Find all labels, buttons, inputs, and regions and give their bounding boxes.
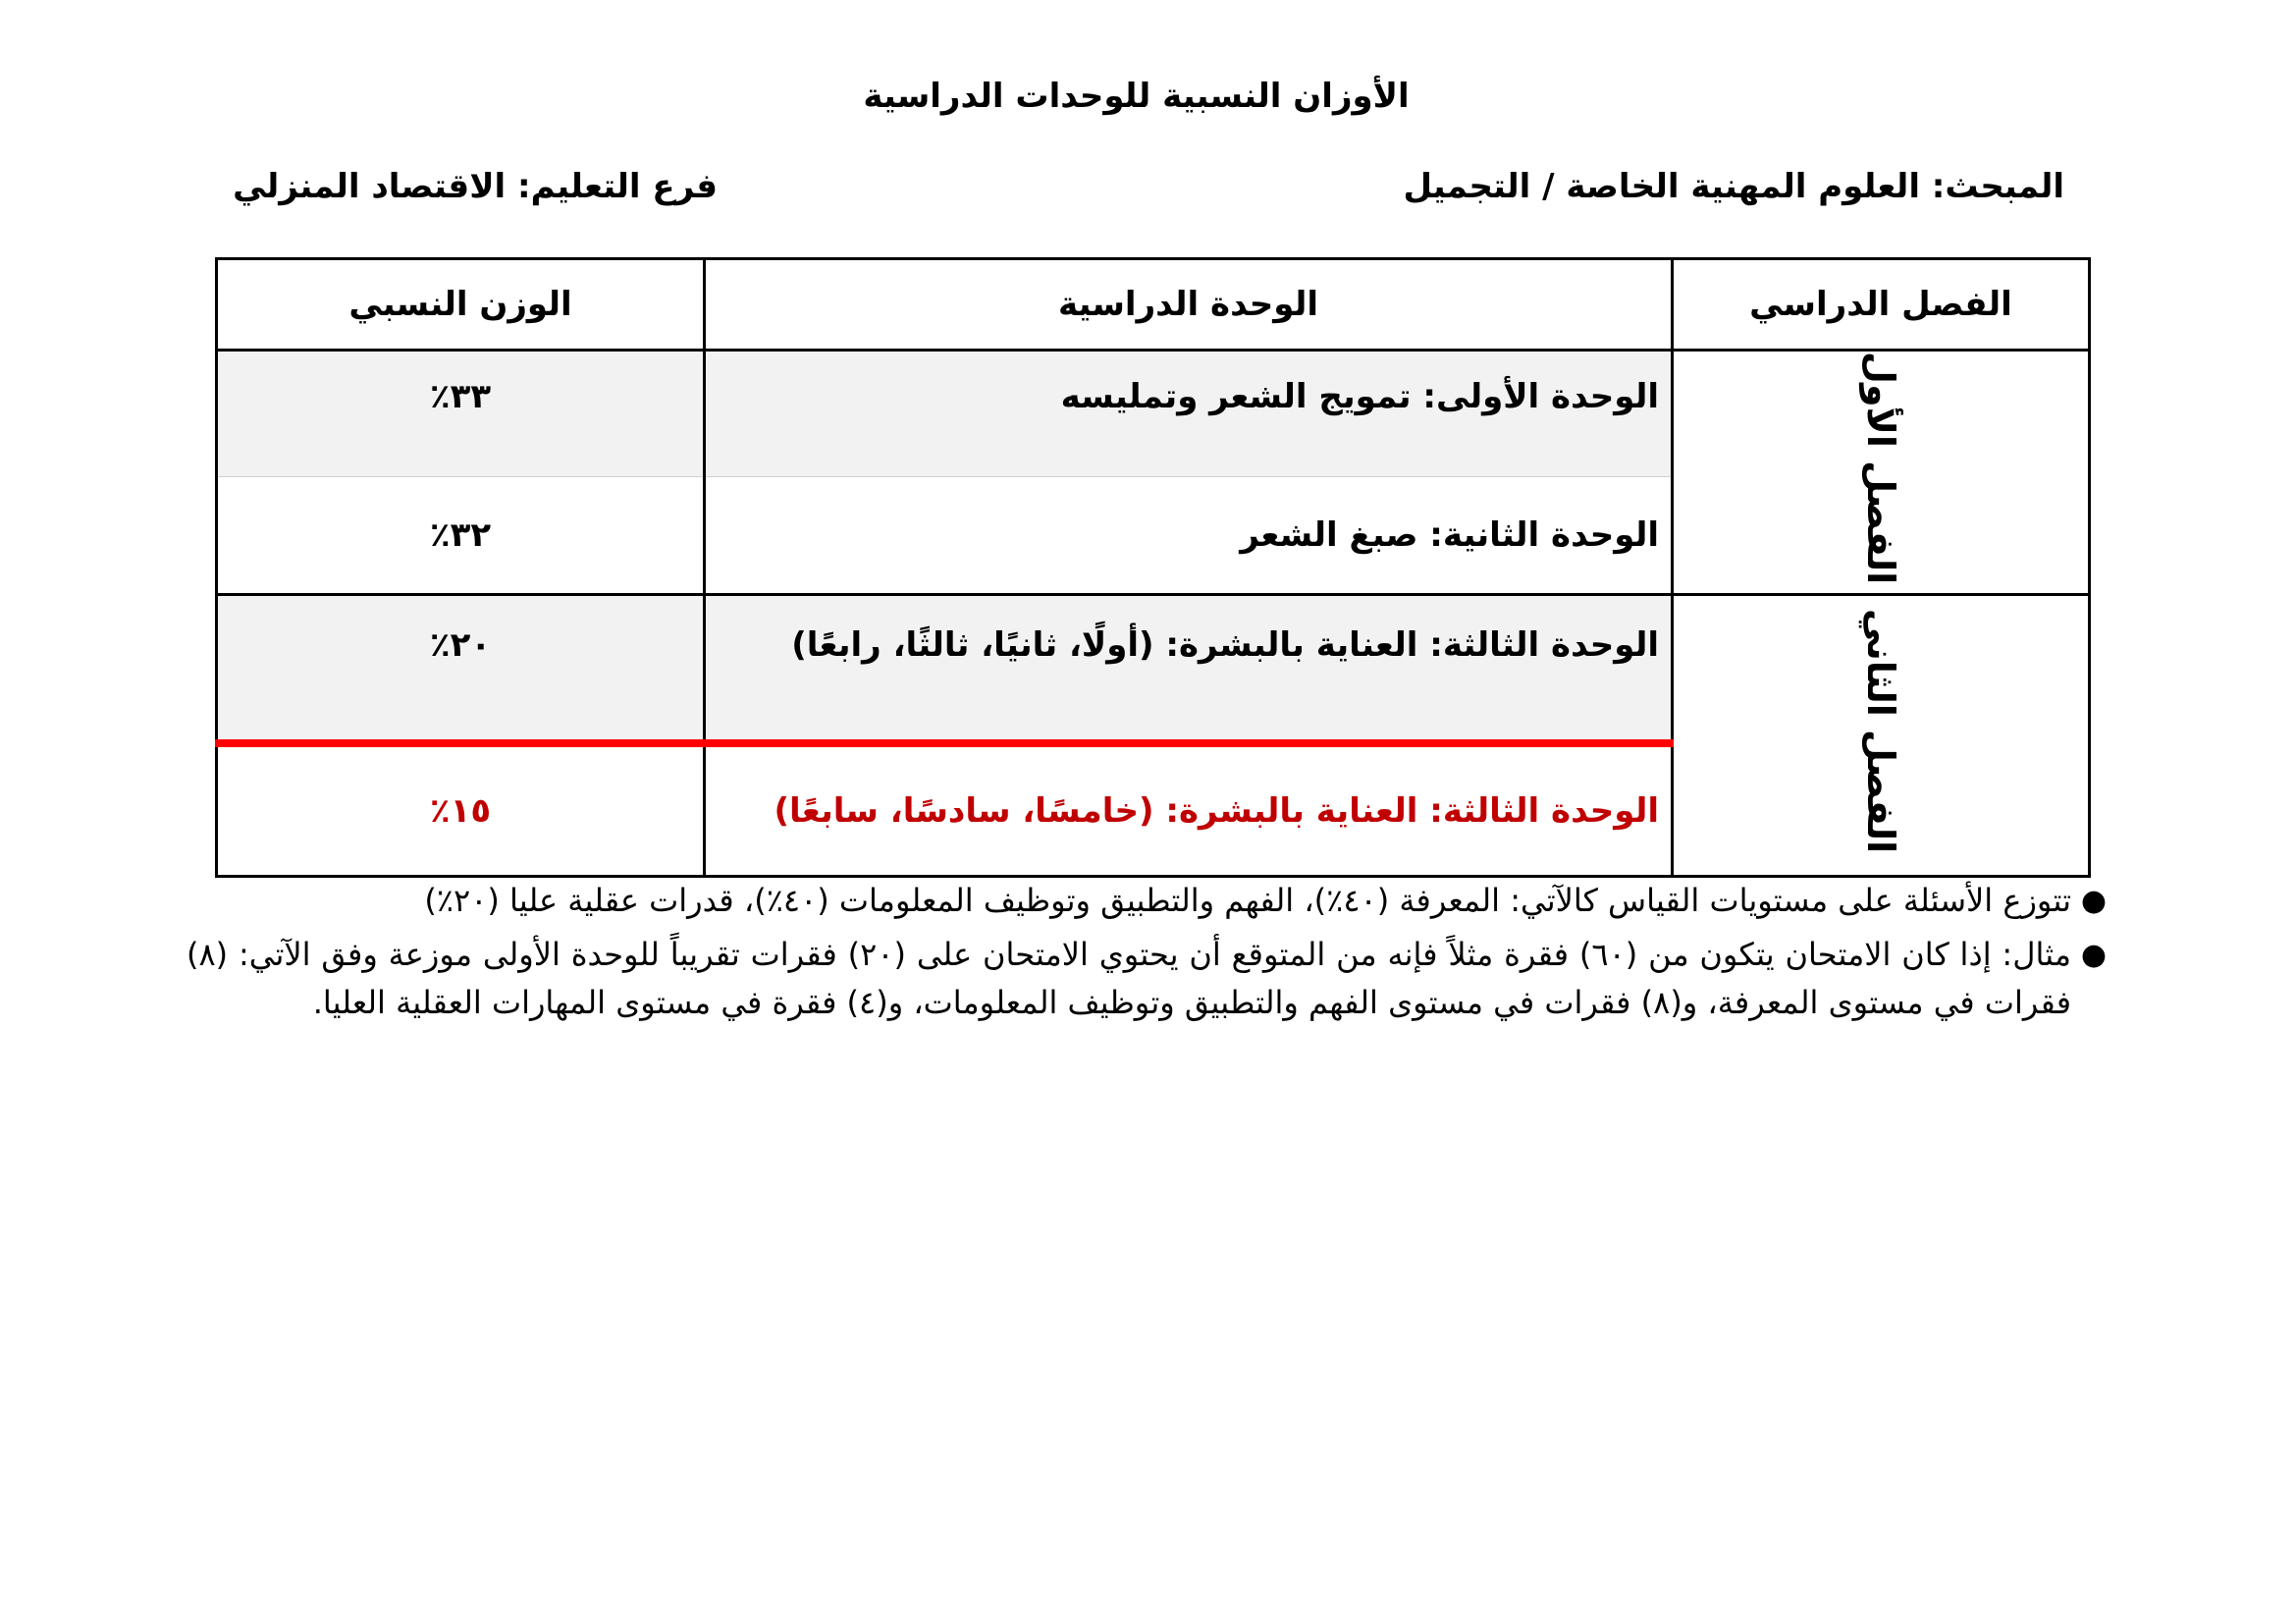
weight-cell: ٣٣٪ xyxy=(217,351,705,477)
header-term: الفصل الدراسي xyxy=(1673,259,2090,351)
term-first-cell xyxy=(1673,351,2090,595)
bullet-icon: ● xyxy=(2080,938,2107,972)
table-row xyxy=(217,351,2090,477)
term-second-cell xyxy=(1673,595,2090,877)
table-header-row xyxy=(217,259,2090,351)
weight-cell: ٢٠٪ xyxy=(217,595,705,744)
bullet-icon: ● xyxy=(2080,884,2107,918)
table-row xyxy=(217,595,2090,744)
unit-cell: الوحدة الثالثة: العناية بالبشرة: (أولًا، ثانيًا، ثالثًا، رابعًا) xyxy=(705,595,1673,744)
note-text: تتوزع الأسئلة على مستويات القياس كالآتي: المعرفة (٤٠٪)، الفهم والتطبيق وتوظيف المعلومات (٤٠٪)، قدرات عقلية عليا (٢٠٪) xyxy=(424,882,2071,919)
unit-cell: الوحدة الثانية: صبغ الشعر xyxy=(705,476,1673,595)
header-weight: الوزن النسبي xyxy=(217,259,705,351)
list-item xyxy=(187,931,2107,1027)
page-title: الأوزان النسبية للوحدات الدراسية xyxy=(863,77,1410,116)
subject-label: المبحث: العلوم المهنية الخاصة / التجميل xyxy=(1403,167,2064,206)
note-text: مثال: إذا كان الامتحان يتكون من (٦٠) فقرة مثلاً فإنه من المتوقع أن يحتوي الامتحان على (٢٠) فقرات تقريباً للوحدة الأولى موزعة وفق الآتي: (٨) فقرات في مستوى المعرفة، و(٨) فقرات في مستوى الفهم والتطبيق وتوظيف المعلومات، و(٤) فقرة في مستوى المهارات العقلية العليا. xyxy=(187,936,2072,1021)
unit-cell: الوحدة الثالثة: العناية بالبشرة: (خامسًا، سادسًا، سابعًا) xyxy=(705,743,1673,877)
term-first-label: الفصل الأول xyxy=(1859,352,1902,585)
branch-label: فرع التعليم: الاقتصاد المنزلي xyxy=(233,167,718,206)
list-item xyxy=(187,877,2107,925)
weight-cell: ٣٢٪ xyxy=(217,476,705,595)
header-unit: الوحدة الدراسية xyxy=(705,259,1673,351)
notes-list xyxy=(187,877,2107,1027)
term-second-label: الفصل الثاني xyxy=(1859,609,1902,854)
units-weights-table xyxy=(215,257,2091,878)
unit-cell: الوحدة الأولى: تمويج الشعر وتمليسه xyxy=(705,351,1673,477)
weight-cell: ١٥٪ xyxy=(217,743,705,877)
